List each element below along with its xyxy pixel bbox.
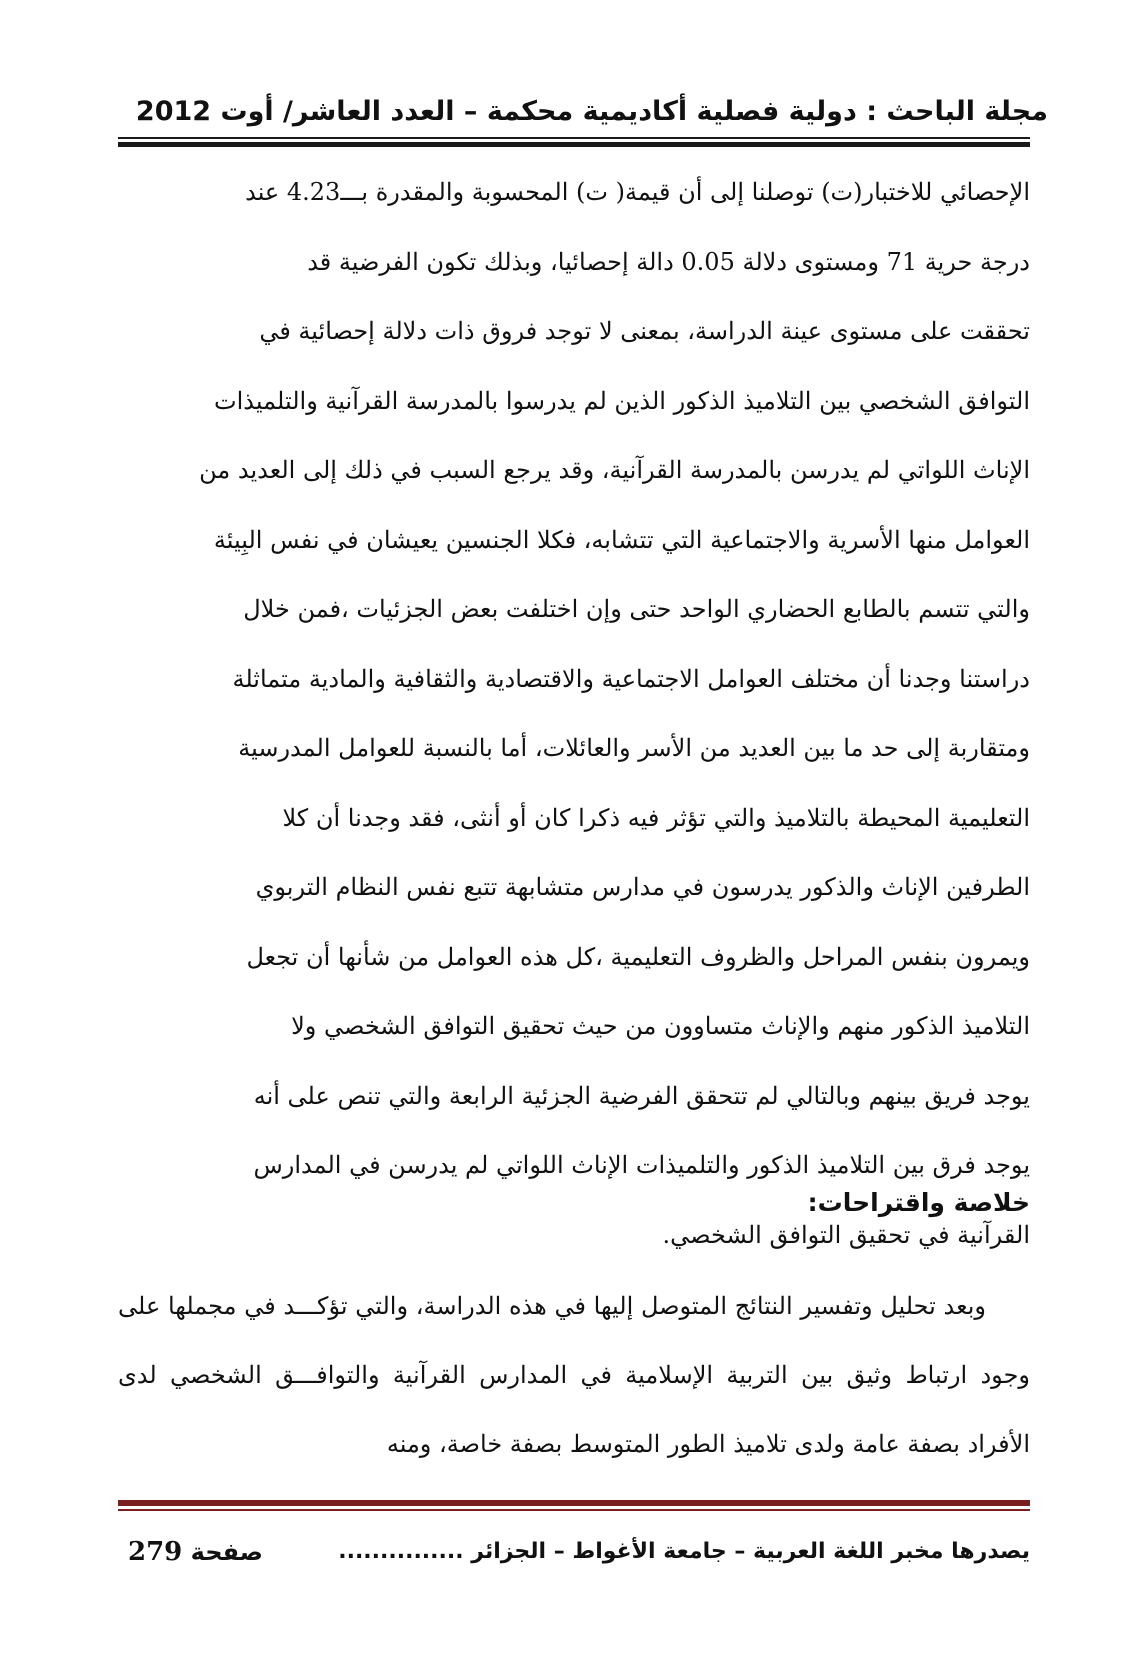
- conclusion-paragraph: وبعد تحليل وتفسير النتائج المتوصل إليها في هذه الدراسة، والتي تؤكـــد في مجملها على وجود ارتباط وثيق بين التربية الإسلامية في المدارس القرآنية والتوافـــق الشخصي لدى الأفراد بصفة عامة ولدى تلاميذ الطور المتوسط بصفة خاصة، ومنه: [118, 1292, 1031, 1458]
- body-line: يوجد فرق بين التلاميذ الذكور والتلميذات الإناث اللواتي لم يدرسن في المدارس: [253, 1151, 1030, 1179]
- body-line: القرآنية في تحقيق التوافق الشخصي.: [662, 1220, 1030, 1249]
- section-heading: خلاصة واقتراحات:: [807, 1188, 1030, 1217]
- body-line: يوجد فريق بينهم وبالتالي لم تتحقق الفرضية الجزئية الرابعة والتي تنص على أنه: [253, 1081, 1030, 1110]
- footer-publisher: يصدرها مخبر اللغة العربية – جامعة الأغواط – الجزائر ...............: [338, 1539, 1030, 1564]
- page-number: 279: [128, 1537, 183, 1567]
- body-line: العوامل منها الأسرية والاجتماعية التي تتشابه، فكلا الجنسين يعيشان في نفس البِيئة: [213, 525, 1030, 554]
- body-paragraph: [118, 158, 1030, 1270]
- body-line: ومتقاربة إلى حد ما بين العديد من الأسر والعائلات، أما بالنسبة للعوامل المدرسية: [238, 734, 1030, 762]
- body-line: التوافق الشخصي بين التلاميذ الذكور الذين لم يدرسوا بالمدرسة القرآنية والتلميذات: [214, 386, 1030, 415]
- body-line: درجة حرية 71 ومستوى دلالة 0.05 دالة إحصائيا، وبذلك تكون الفرضية قد: [307, 247, 1030, 276]
- body-line: التعليمية المحيطة بالتلاميذ والتي تؤثر فيه ذكرا كان أو أنثى، فقد وجدنا أن كلا: [282, 803, 1030, 832]
- journal-header-title: مجلة الباحث : دولية فصلية أكاديمية محكمة – العدد العاشر/ أوت 2012: [135, 96, 1048, 127]
- body-line: دراستنا وجدنا أن مختلف العوامل الاجتماعية والاقتصادية والثقافية والمادية متماثلة: [232, 664, 1030, 693]
- header-rule-thin: [118, 137, 1030, 139]
- body-line: الإناث اللواتي لم يدرسن بالمدرسة القرآنية، وقد يرجع السبب في ذلك إلى العديد من: [199, 456, 1030, 484]
- page-label: صفحة: [190, 1538, 263, 1566]
- body-line: والتي تتسم بالطابع الحضاري الواحد حتى وإن اختلفت بعض الجزئيات ،فمن خلال: [243, 595, 1030, 623]
- footer-rule-thin: [118, 1509, 1030, 1511]
- footer-page: [118, 1534, 263, 1570]
- header-rule-thick: [118, 142, 1030, 147]
- body-line: التلاميذ الذكور منهم والإناث متساوون من حيث تحقيق التوافق الشخصي ولا: [291, 1012, 1030, 1040]
- footer-rule-thick: [118, 1500, 1030, 1506]
- header-rule: [118, 137, 1030, 147]
- body-line: تحققت على مستوى عينة الدراسة، بمعنى لا توجد فروق ذات دلالة إحصائية في: [259, 317, 1030, 345]
- footer-rule: [118, 1500, 1030, 1511]
- body-line: ويمرون بنفس المراحل والظروف التعليمية ،كل هذه العوامل من شأنها أن تجعل: [246, 942, 1030, 971]
- body-line: الطرفين الإناث والذكور يدرسون في مدارس متشابهة تتبع نفس النظام التربوي: [255, 873, 1030, 901]
- body-line: الإحصائي للاختبار(ت) توصلنا إلى أن قيمة( ت) المحسوبة والمقدرة بـــ4.23 عند: [245, 178, 1030, 206]
